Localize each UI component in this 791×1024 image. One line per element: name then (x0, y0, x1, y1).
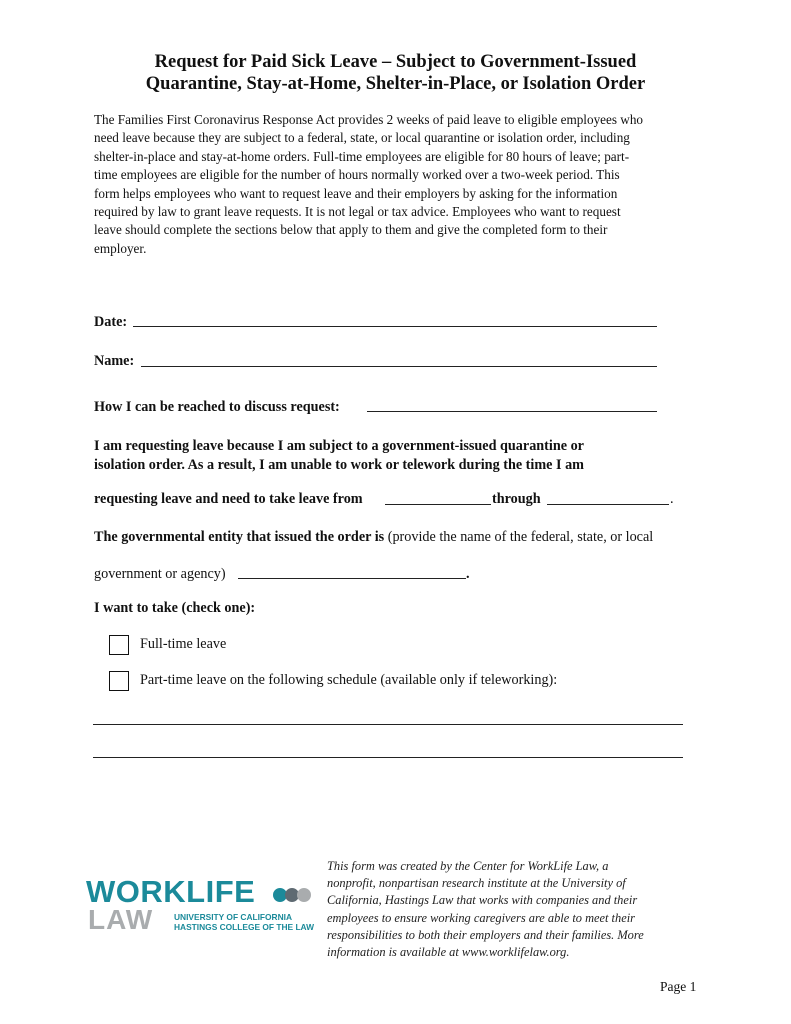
intro-line: leave should complete the sections below that apply to them and give the completed form to their (94, 222, 608, 238)
schedule-line-2[interactable] (93, 757, 683, 758)
entity-field[interactable] (238, 578, 466, 579)
leave-start-field[interactable] (385, 504, 491, 505)
intro-line: The Families First Coronavirus Response Act provides 2 weeks of paid leave to eligible employees who (94, 112, 644, 127)
part-time-checkbox[interactable] (109, 671, 129, 691)
footer-note-line: nonprofit, nonpartisan research institute at the University of (327, 876, 626, 891)
intro-paragraph (94, 111, 694, 258)
entity-line-2: government or agency) (94, 566, 226, 582)
entity-bold-label: The governmental entity that issued the order is (94, 529, 385, 545)
footer-note-line: This form was created by the Center for WorkLife Law, a (327, 859, 609, 873)
schedule-line-1[interactable] (93, 724, 683, 725)
form-title-line-1: Request for Paid Sick Leave – Subject to Government-Issued (154, 52, 637, 72)
date-field[interactable] (133, 326, 657, 327)
intro-line: time employees are eligible for the number of hours normally worked over a two-week period. This (94, 167, 620, 183)
logo-dots-icon (272, 886, 312, 904)
reason-through-label: through (492, 491, 541, 507)
form-title (60, 51, 731, 95)
entity-line-1 (94, 529, 653, 546)
intro-line: need leave because they are subject to a federal, state, or local quarantine or isolation order, including (94, 130, 630, 146)
footer-note (327, 858, 687, 961)
name-label: Name: (94, 353, 135, 369)
date-label: Date: (94, 314, 128, 330)
entity-instruction: (provide the name of the federal, state, or local (384, 529, 654, 545)
full-time-label: Full-time leave (140, 636, 227, 652)
logo-worklife-text: WORKLIFE (86, 874, 256, 909)
reason-line-1: I am requesting leave because I am subject to a government-issued quarantine or (94, 438, 584, 454)
intro-line: shelter-in-place and stay-at-home orders. Full-time employees are eligible for 80 hours of leave; part- (94, 148, 630, 164)
full-time-checkbox[interactable] (109, 635, 129, 655)
footer-note-line: employees to ensure working caregivers are able to meet their (327, 910, 635, 925)
part-time-label: Part-time leave on the following schedule (available only if teleworking): (140, 672, 558, 688)
intro-line: form helps employees who want to request leave and their employers by asking for the information (94, 185, 618, 201)
footer-note-line: responsibilities to both their employers and their families. More (327, 927, 644, 942)
entity-period: . (466, 566, 470, 582)
form-title-line-2: Quarantine, Stay-at-Home, Shelter-in-Place, or Isolation Order (145, 74, 646, 94)
intro-line: required by law to grant leave requests. It is not legal or tax advice. Employees who want to request (94, 204, 621, 220)
options-heading: I want to take (check one): (94, 600, 256, 616)
reason-period: . (670, 491, 674, 507)
logo-hastings-text: HASTINGS COLLEGE OF THE LAW (174, 922, 315, 932)
reason-from-label: requesting leave and need to take leave from (94, 491, 363, 507)
footer-note-line: information is available at www.worklifelaw.org. (327, 945, 570, 960)
reason-line-2: isolation order. As a result, I am unable to work or telework during the time I am (94, 457, 584, 473)
logo-university-text: UNIVERSITY OF CALIFORNIA (174, 912, 293, 922)
logo-law-text: LAW (88, 904, 154, 935)
intro-line: employer. (94, 240, 147, 256)
contact-field[interactable] (367, 411, 657, 412)
leave-end-field[interactable] (547, 504, 669, 505)
worklife-law-logo (86, 876, 316, 938)
page-number: Page 1 (660, 979, 697, 994)
contact-label: How I can be reached to discuss request: (94, 399, 340, 415)
footer-note-line: California, Hastings Law that works with companies and their (327, 893, 638, 908)
name-field[interactable] (141, 366, 657, 367)
